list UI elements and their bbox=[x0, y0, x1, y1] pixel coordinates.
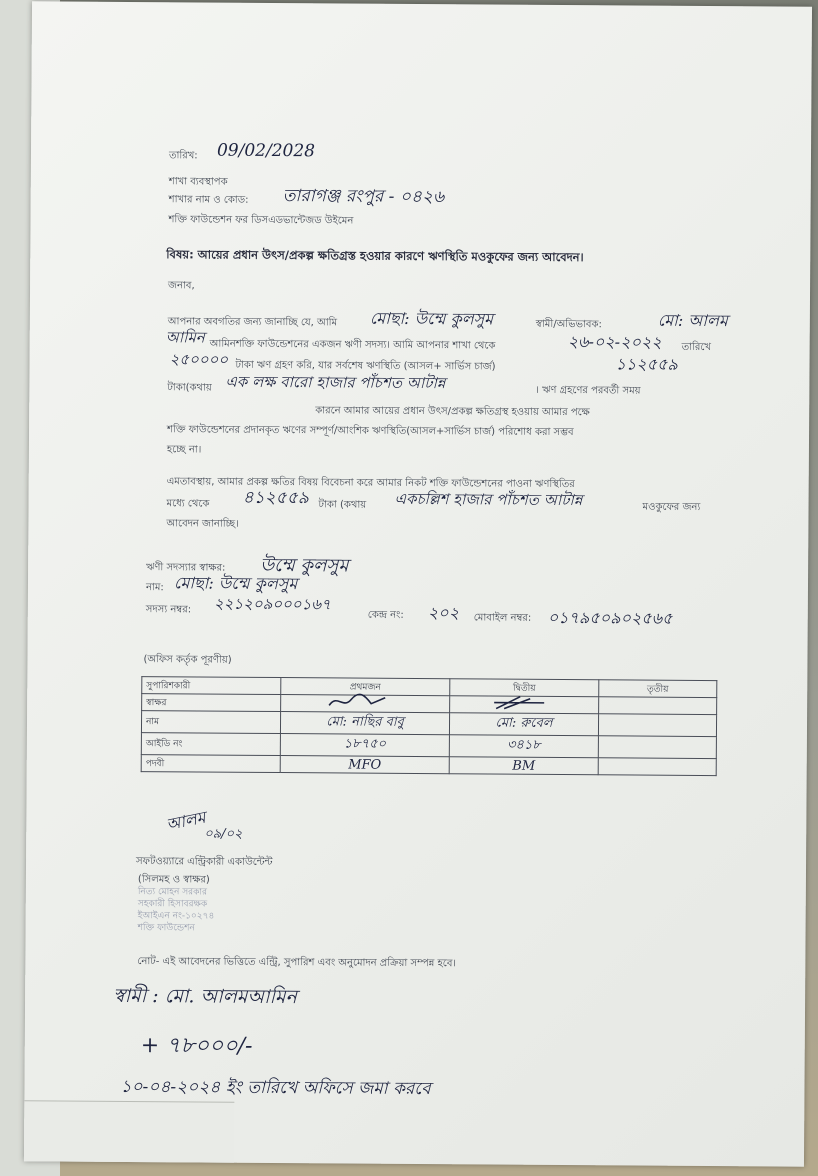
center-label: কেন্দ্র নং: bbox=[367, 609, 404, 621]
center-no: ২০২ bbox=[427, 603, 460, 623]
date-label: তারিখ: bbox=[168, 150, 198, 162]
name-value: মোছা: উম্মে কুলসুম bbox=[173, 573, 298, 594]
row-label: আইডি নং bbox=[141, 733, 280, 756]
seal-sign-label: (সিলমহ ও স্বাক্ষর) bbox=[137, 874, 210, 886]
handwritten-note-3: ১০-০৪-২০২৪ ইং তারিখে অফিসে জমা করবে bbox=[120, 1076, 431, 1100]
p2-amount: ৪১২৫৫৯ bbox=[242, 487, 309, 509]
table-cell: মো: রুবেল bbox=[449, 713, 598, 736]
signature-cell bbox=[450, 696, 599, 714]
p1-g: । ঋণ গ্রহণের পরবর্তী সময় bbox=[535, 384, 641, 397]
table-cell: ৩৪১৮ bbox=[449, 735, 598, 758]
table-cell: মো: নাছির বাবু bbox=[280, 712, 449, 735]
table-row bbox=[141, 755, 716, 776]
handwritten-note-1: স্বামী : মো. আলমআমিন bbox=[113, 984, 297, 1009]
p1-i: শক্তি ফাউন্ডেশনের প্রদানকৃত ঋণের সম্পূর্ণ/আংশিক ঋণস্থিতি(আসল+সার্ভিস চার্জ) পরিশোধ করা সম্ভব bbox=[167, 424, 574, 439]
stamp-line: শক্তি ফাউন্ডেশন bbox=[137, 923, 195, 934]
table-cell bbox=[598, 736, 716, 759]
table-cell bbox=[598, 758, 716, 776]
table-header: দ্বিতীয় bbox=[450, 679, 599, 697]
p1-c-hand: আমিন bbox=[165, 328, 205, 347]
p1-amount: ২৫০০০০ bbox=[169, 350, 229, 369]
table-header: সুপারিশকারী bbox=[142, 677, 281, 695]
note-line: নোট- এই আবেদনের ভিত্তিতে এন্ট্রি, সুপারিশ এবং অনুমোদন প্রক্রিয়া সম্পন্ন হবে। bbox=[137, 956, 457, 970]
p2-a: এমতাবস্থায়, আমার প্রকল্প ক্ষতির বিষয় বিবেচনা করে আমার নিকট শক্তি ফাউন্ডেশনের পাওনা ঋণস্থিতির bbox=[166, 476, 575, 491]
member-no: ২২১২০৯০০০১৬৭ bbox=[213, 594, 331, 614]
handwritten-note-2: + ৭৮০০০/- bbox=[140, 1033, 253, 1059]
p1-a: আপনার অবগতির জন্য জানাচ্ছি যে, আমি bbox=[167, 316, 338, 329]
row-label: পদবী bbox=[141, 755, 280, 773]
official-stamp bbox=[138, 886, 215, 935]
stamp-line: নিত্য মোহন সরকার bbox=[137, 887, 208, 898]
p1-words: এক লক্ষ বারো হাজার পাঁচশত আটান্ন bbox=[225, 372, 446, 393]
member-no-label: সদস্য নম্বর: bbox=[145, 604, 192, 616]
office-use-label: (অফিস কর্তৃক পূরণীয়) bbox=[143, 654, 232, 666]
org-line: শক্তি ফাউন্ডেশন ফর ডিসএডভান্টেজড উইমেন bbox=[168, 214, 354, 227]
table-header: তৃতীয় bbox=[599, 680, 717, 698]
first-signature bbox=[327, 691, 387, 711]
member-sign-label: ঋণী সদস্যার স্বাক্ষর: bbox=[146, 562, 226, 574]
table-cell: BM bbox=[449, 757, 598, 775]
p2-c: টাকা (কথায় bbox=[318, 499, 367, 511]
table-header: প্রথমজন bbox=[281, 678, 450, 696]
accountant-sign-date: ০৯/০২ bbox=[204, 826, 243, 842]
p1-guardian: মো: আলম bbox=[657, 310, 728, 331]
row-label: নাম bbox=[141, 711, 280, 734]
page-corner-fold bbox=[24, 1100, 234, 1162]
p1-b: স্বামী/অভিভাবক: bbox=[535, 318, 602, 331]
salutation: জনাব, bbox=[168, 280, 195, 292]
p2-d: মওকুফের জন্য bbox=[642, 501, 701, 513]
p2-e: আবেদন জানাচ্ছি। bbox=[166, 518, 239, 530]
p1-balance: ১১২৫৫৯ bbox=[615, 354, 678, 374]
second-signature bbox=[490, 693, 550, 713]
accountant-signature: আলম bbox=[164, 807, 208, 835]
date-value: 09/02/2028 bbox=[216, 140, 316, 162]
p1-loan-date: ২৬-০২-২০২২ bbox=[567, 332, 662, 352]
table-cell bbox=[599, 697, 717, 715]
table-cell: MFO bbox=[280, 756, 449, 774]
p1-h: কারনে আমার আয়ের প্রধান উৎস/প্রকল্প ক্ষতিগ্রস্থ হওয়ায় আমার পক্ষে bbox=[315, 405, 590, 419]
table-cell bbox=[598, 714, 716, 737]
p1-f: টাকা(কথায় bbox=[167, 382, 212, 394]
stamp-line: সহকারী হিসাবরক্ষক bbox=[137, 899, 208, 910]
approval-table bbox=[141, 676, 718, 776]
application-letter-page bbox=[24, 1, 812, 1166]
branch-value: তারাগঞ্জ রংপুর - ০৪২৬ bbox=[282, 186, 445, 208]
p2-words: একচল্লিশ হাজার পাঁচশত আটান্ন bbox=[394, 489, 583, 510]
p1-j: হচ্ছে না। bbox=[166, 444, 202, 456]
signature-cell bbox=[281, 695, 450, 713]
stamp-line: ইআইএন নং-১০২৭৪ bbox=[137, 911, 215, 922]
member-signature: উম্মে কুলসুম bbox=[260, 554, 349, 577]
table-cell: ১৮৭৫০ bbox=[280, 734, 449, 757]
p1-c: আমিনশক্তি ফাউন্ডেশনের একজন ঋণী সদস্য। আমি আপনার শাখা থেকে bbox=[209, 338, 496, 352]
p2-b: মধ্যে থেকে bbox=[166, 498, 210, 510]
software-officer-label: সফটওয়্যারে এন্ট্রিকারী একাউন্টেন্ট bbox=[136, 856, 273, 868]
name-label: নাম: bbox=[145, 582, 164, 594]
p1-member-name: মোছা: উম্মে কুলসুম bbox=[369, 308, 494, 329]
row-label: স্বাক্ষর bbox=[142, 694, 281, 712]
p1-d: তারিখে bbox=[681, 341, 712, 354]
mobile-label: মোবাইল নম্বর: bbox=[473, 612, 532, 624]
manager-line: শাখা ব্যবস্থাপক bbox=[168, 176, 228, 188]
subject-line: বিষয়: আয়ের প্রধান উৎস/প্রকল্প ক্ষতিগ্রস্ত হওয়ার কারণে ঋণস্থিতি মওকুফের জন্য আবেদন। bbox=[166, 247, 584, 265]
mobile-no: ০১৭৯৫০৯০২৫৬৫ bbox=[547, 607, 673, 628]
branch-label: শাখার নাম ও কোড: bbox=[168, 194, 249, 206]
p1-e: টাকা ঋণ গ্রহণ করি, যার সর্বশেষ ঋণস্থিতি (আসল+ সার্ভিস চার্জ) bbox=[235, 359, 496, 373]
